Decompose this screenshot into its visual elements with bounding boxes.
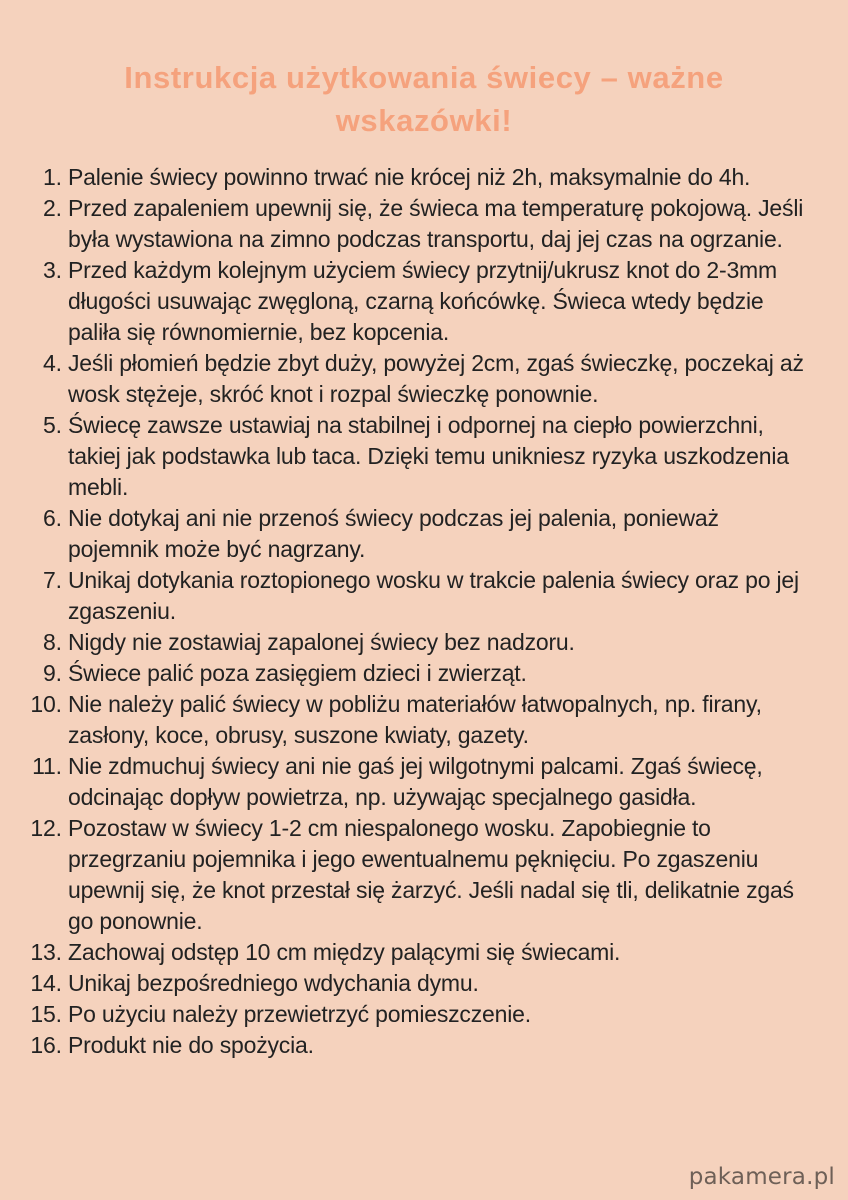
instruction-item-3: 3. Przed każdym kolejnym użyciem świecy przytnij/ukrusz knot do 2-3mm długości usuwając zwęgloną, czarną końcówkę. Świeca wtedy będzie paliła się równomiernie, bez kopcenia. bbox=[68, 255, 814, 348]
instruction-item-15: 15. Po użyciu należy przewietrzyć pomieszczenie. bbox=[68, 999, 814, 1030]
instruction-item-10: 10. Nie należy palić świecy w pobliżu materiałów łatwopalnych, np. firany, zasłony, koce, obrusy, suszone kwiaty, gazety. bbox=[68, 689, 814, 751]
instruction-item-11: 11. Nie zdmuchuj świecy ani nie gaś jej wilgotnymi palcami. Zgaś świecę, odcinając dopływ powietrza, np. używając specjalnego gasidła. bbox=[68, 751, 814, 813]
instruction-item-16: 16. Produkt nie do spożycia. bbox=[68, 1030, 814, 1061]
instruction-item-6: 6. Nie dotykaj ani nie przenoś świecy podczas jej palenia, ponieważ pojemnik może być nagrzany. bbox=[68, 503, 814, 565]
instruction-item-14: 14. Unikaj bezpośredniego wdychania dymu. bbox=[68, 968, 814, 999]
instruction-item-4: 4. Jeśli płomień będzie zbyt duży, powyżej 2cm, zgaś świeczkę, poczekaj aż wosk stężeje, skróć knot i rozpal świeczkę ponownie. bbox=[68, 348, 814, 410]
instruction-item-7: 7. Unikaj dotykania roztopionego wosku w trakcie palenia świecy oraz po jej zgaszeniu. bbox=[68, 565, 814, 627]
instruction-item-8: 8. Nigdy nie zostawiaj zapalonej świecy bez nadzoru. bbox=[68, 627, 814, 658]
instruction-item-12: 12. Pozostaw w świecy 1-2 cm niespalonego wosku. Zapobiegnie to przegrzaniu pojemnika i jego ewentualnemu pęknięciu. Po zgaszeniu upewnij się, że knot przestał się żarzyć. Jeśli nadal się tli, delikatnie zgaś go ponownie. bbox=[68, 813, 814, 937]
instruction-list bbox=[0, 162, 848, 1061]
page-title: Instrukcja użytkowania świecy – ważne wskazówki! bbox=[124, 60, 724, 138]
instruction-item-1: 1. Palenie świecy powinno trwać nie krócej niż 2h, maksymalnie do 4h. bbox=[68, 162, 814, 193]
brand-watermark: pakamera.pl bbox=[688, 1164, 835, 1190]
instruction-item-2: 2. Przed zapaleniem upewnij się, że świeca ma temperaturę pokojową. Jeśli była wystawiona na zimno podczas transportu, daj jej czas na ogrzanie. bbox=[68, 193, 814, 255]
instruction-item-5: 5. Świecę zawsze ustawiaj na stabilnej i odpornej na ciepło powierzchni, takiej jak podstawka lub taca. Dzięki temu unikniesz ryzyka uszkodzenia mebli. bbox=[68, 410, 814, 503]
instruction-item-9: 9. Świece palić poza zasięgiem dzieci i zwierząt. bbox=[68, 658, 814, 689]
instruction-item-13: 13. Zachowaj odstęp 10 cm między palącymi się świecami. bbox=[68, 937, 814, 968]
